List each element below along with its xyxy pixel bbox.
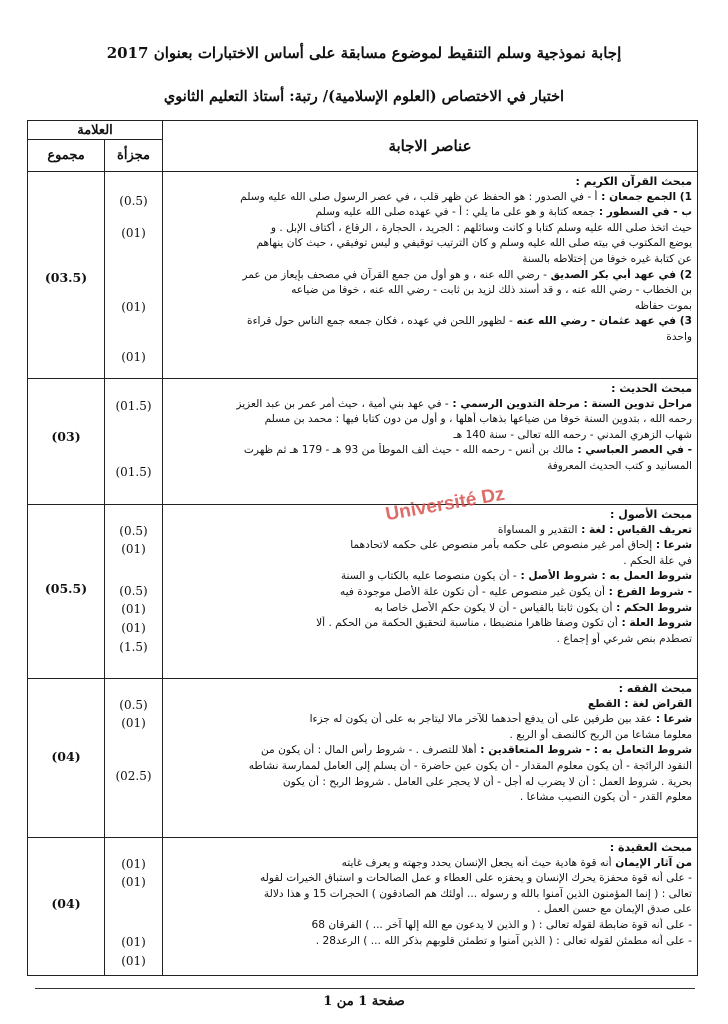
answer-line — [169, 205, 692, 221]
answer-line — [169, 428, 692, 444]
answer-line-text: تعالى : ( إنما المؤمنون الذين آمنوا بالله و رسوله ... أولئك هم الصادقون ) الحجرات 15 و هذا دلالة — [263, 887, 693, 900]
answer-line — [169, 538, 692, 554]
answer-line-heading: تعريف القياس : لغة : — [577, 523, 693, 536]
answer-line-heading: 3) في عهد عثمان - رضي الله عنه — [512, 315, 693, 328]
answer-line — [169, 554, 692, 570]
answer-line-text: بن الخطاب - رضي الله عنه ، و قد أسند ذلك لزيد بن ثابت - رضي الله عنه ، خوفا من ضياعه — [291, 284, 693, 297]
answer-line-text: عقد بين طرفين على أن يدفع أحدهما للآخر مالا ليتاجر به على أن يكون له جزءا — [309, 713, 653, 726]
answer-line-text: واحدة — [666, 330, 693, 343]
marks-hadith — [105, 379, 163, 505]
answer-line-heading: شروط العمل به : شروط الأصل : — [516, 570, 693, 583]
answer-line-heading: شروط العلة : — [617, 617, 693, 630]
answer-line — [169, 712, 692, 728]
answer-line-heading: شروط التعامل به : - شروط المتعاقدين : — [476, 744, 693, 757]
answer-line-text: التقدير و المساواة — [497, 523, 578, 536]
answer-line-text: المسانيد و كتب الحديث المعروفة — [547, 459, 693, 472]
answer-line — [169, 236, 692, 252]
partial-mark: (01) — [121, 542, 146, 556]
answer-line-text: شهاب الزهري المدني - رحمه الله تعالى - سنة 140 هـ — [453, 428, 693, 441]
answer-line-text: عن كتابة غيره خوفا من إختلاطه بالسنة — [522, 252, 693, 265]
answer-line — [169, 918, 692, 934]
total-quran — [28, 172, 105, 379]
answer-line-text: بحرية . شروط العمل : أن لا يضرب له أجل - أن لا يحجر على العامل . شروط الربح : أن يكون — [282, 775, 693, 788]
answer-line-text: أ - في الصدور : هو الحفظ عن ظهر قلب ، في عصر الرسول صلى الله عليه وسلم — [240, 190, 598, 203]
answer-line-heading: من آثار الإيمان — [611, 856, 693, 869]
header-grade: العلامة — [28, 121, 163, 140]
partial-mark: (01.5) — [115, 465, 152, 479]
answer-line — [169, 443, 692, 459]
answer-line-heading: القراض لغة : القطع — [587, 697, 693, 710]
answer-line — [169, 459, 692, 475]
partial-mark: (01) — [121, 857, 146, 871]
marks-usul — [105, 505, 163, 679]
answer-line — [169, 856, 692, 872]
section-quran — [163, 172, 698, 379]
total-mark: (04) — [51, 896, 81, 911]
total-usul — [28, 505, 105, 679]
answer-line-text: جمعه كتابة و هو على ما يلي : أ - في عهده صلى الله عليه وسلم — [315, 206, 596, 219]
answer-line — [169, 299, 692, 315]
answer-line-heading: شرعا : — [652, 713, 693, 726]
answer-line-text: - على أنه قوة محفزة يحرك الإنسان و يحفزه على العطاء و عمل الصالحات و استباق الخيرات لقوله — [259, 872, 693, 885]
answer-line-text: حيث اتخذ صلى الله عليه وسلم كتابا و كانت وسائلهم : الجريد ، الحجارة ، الرقاع ، أكتاف الإبل . و — [270, 221, 693, 234]
answer-line — [169, 330, 692, 346]
answer-line-text: أن تكون وصفا ظاهرا منضبطا ، مناسبة لتحقيق الحكمة من الحكم . ألا — [316, 617, 618, 630]
total-aqida — [28, 838, 105, 976]
answer-line — [169, 268, 692, 284]
marks-quran — [105, 172, 163, 379]
partial-mark: (01) — [121, 621, 146, 635]
page-title: إجابة نموذجية وسلم التنقيط لموضوع مسابقة على أساس الاختبارات بعنوان 2017 — [106, 44, 622, 62]
answer-line-text: مالك بن أنس - رحمه الله - حيث ألف الموطأ من 93 هـ - 179 هـ ثم ظهرت — [243, 444, 574, 457]
answer-line-text: - رضي الله عنه ، و هو أول من جمع القرآن في مصحف بإيعاز من عمر — [242, 268, 547, 281]
partial-mark: (0.5) — [119, 584, 148, 598]
partial-mark: (01) — [121, 875, 146, 889]
answer-line-text: تصطدم بنص شرعي أو إجماع . — [556, 632, 693, 645]
answer-line-text: - لظهور اللحن في عهده ، فكان جمعه جمع الناس حول قراءة — [247, 315, 513, 328]
marks-aqida — [105, 838, 163, 976]
answer-line-text: - على أنه قوة ضابطة لقوله تعالى : ( و الذين لا يدعون مع الله إلها آخر ... ) الفرقان 68 — [311, 918, 693, 931]
answer-line-heading: شرعا : — [652, 539, 693, 552]
partial-mark: (01) — [121, 300, 146, 314]
answer-line — [169, 283, 692, 299]
answer-line-text: أنه قوة هادية حيث أنه يجعل الإنسان يحدد وجهته و يعرف غايته — [341, 856, 612, 869]
answer-line — [169, 902, 692, 918]
answer-line-text: - على أنه مطمئن لقوله تعالى : ( الذين آمنوا و تطمئن قلوبهم بذكر الله ... ) الرعد28 . — [315, 934, 693, 947]
marks-fiqh — [105, 679, 163, 838]
partial-mark: (01) — [121, 954, 146, 968]
section-title: مبحث الأصول : — [610, 508, 693, 521]
answer-line — [169, 697, 692, 713]
section-hadith — [163, 379, 698, 505]
answer-line — [169, 775, 692, 791]
partial-mark: (0.5) — [119, 524, 148, 538]
answer-line-text: معلوما مشاعا من الربح كالنصف أو الربع . — [509, 728, 693, 741]
answer-line-text: إلحاق أمر غير منصوص على حكمه بأمر منصوص على حكمه لاتحادهما — [350, 539, 653, 552]
answer-line — [169, 616, 692, 632]
section-aqida — [163, 838, 698, 976]
answer-line-text: أن يكون ثابتا بالقياس - أن لا يكون حكم الأصل خاصا به — [374, 601, 613, 614]
answer-line-text: يوضع المكتوب في بيته صلى الله عليه وسلم و كان الترتيب توقيفي و ليس توفيقي ، حيث كان ينهاهم — [256, 237, 693, 250]
section-fiqh — [163, 679, 698, 838]
answer-line-text: أن يكون غير منصوص عليه - أن تكون علة الأصل موجودة فيه — [340, 585, 605, 598]
answer-line-heading: شروط الحكم : — [612, 601, 693, 614]
answer-line-heading: 2) في عهد أبي بكر الصديق — [546, 268, 693, 281]
answer-line — [169, 632, 692, 648]
answer-line — [169, 601, 692, 617]
answer-line — [169, 743, 692, 759]
answer-line-text: بموت حفاظه — [634, 299, 693, 312]
partial-mark: (01.5) — [115, 399, 152, 413]
answer-line-text: رحمه الله ، بتدوين السنة خوفا من ضياعها بذهاب أهلها ، و أول من دون كتابا فيها : محمد بن مسلم — [264, 413, 693, 426]
answer-line-text: على صدق الإيمان مع حسن العمل . — [537, 903, 693, 916]
total-mark: (03) — [51, 429, 81, 444]
total-mark: (03.5) — [44, 270, 88, 285]
partial-mark: (1.5) — [119, 640, 148, 654]
header-elements: عناصر الاجابة — [163, 121, 698, 172]
partial-mark: (01) — [121, 716, 146, 730]
answer-line — [169, 412, 692, 428]
section-usul — [163, 505, 698, 679]
partial-mark: (01) — [121, 226, 146, 240]
footer-divider — [35, 988, 695, 989]
answer-line-heading: 1) الجمع جمعان : — [597, 190, 693, 203]
header-part: مجزأة — [105, 140, 163, 172]
answer-line-text: - أن يكون منصوصا عليه بالكتاب و السنة — [340, 570, 517, 583]
total-fiqh — [28, 679, 105, 838]
answer-line — [169, 887, 692, 903]
page-subtitle: اختبار في الاختصاص (العلوم الإسلامية)/ رتبة: أستاذ التعليم الثانوي — [163, 88, 565, 105]
answer-line — [169, 871, 692, 887]
answer-line — [169, 728, 692, 744]
answer-line — [169, 569, 692, 585]
total-mark: (04) — [51, 749, 81, 764]
section-title: مبحث العقيدة : — [609, 841, 693, 854]
answer-line-heading: - في العصر العباسي : — [573, 444, 693, 457]
answer-line — [169, 221, 692, 237]
answer-line-heading: مراحل تدوين السنة : مرحلة التدوين الرسمي : — [448, 397, 693, 410]
total-mark: (05.5) — [44, 581, 88, 596]
answer-table — [27, 120, 698, 976]
section-title: مبحث القرآن الكريم : — [575, 175, 693, 188]
answer-line — [169, 790, 692, 806]
section-title: مبحث الحديث : — [611, 382, 693, 395]
answer-line-text: - في عهد بني أمية ، حيث أمر عمر بن عبد العزيز — [236, 397, 449, 410]
partial-mark: (01) — [121, 602, 146, 616]
page-footer: صفحة 1 من 1 — [323, 994, 405, 1009]
section-title: مبحث الفقه : — [618, 682, 693, 695]
answer-line — [169, 934, 692, 950]
answer-line-heading: - شروط الفرع : — [604, 585, 693, 598]
answer-line — [169, 314, 692, 330]
total-hadith — [28, 379, 105, 505]
header-total: مجموع — [28, 140, 105, 172]
partial-mark: (02.5) — [115, 769, 152, 783]
partial-mark: (0.5) — [119, 194, 148, 208]
partial-mark: (01) — [121, 350, 146, 364]
answer-line — [169, 252, 692, 268]
answer-line-text: معلوم القدر - أن يكون النصيب مشاعا . — [519, 791, 693, 804]
answer-line — [169, 190, 692, 206]
answer-line-text: في علة الحكم . — [623, 554, 693, 567]
answer-line-heading: ب - في السطور : — [595, 206, 693, 219]
answer-line-text: أهلا للتصرف . - شروط رأس المال : أن يكون من — [260, 744, 477, 757]
answer-line — [169, 759, 692, 775]
watermark: Université Dz — [384, 483, 507, 526]
answer-line-text: النقود الرائجة - أن يكون معلوم المقدار - أن يكون عين حاضرة - أن يسلم إلى العامل لممارسة نشاطه — [248, 759, 693, 772]
partial-mark: (01) — [121, 935, 146, 949]
partial-mark: (0.5) — [119, 698, 148, 712]
answer-line — [169, 585, 692, 601]
answer-line — [169, 397, 692, 413]
answer-line — [169, 523, 692, 539]
